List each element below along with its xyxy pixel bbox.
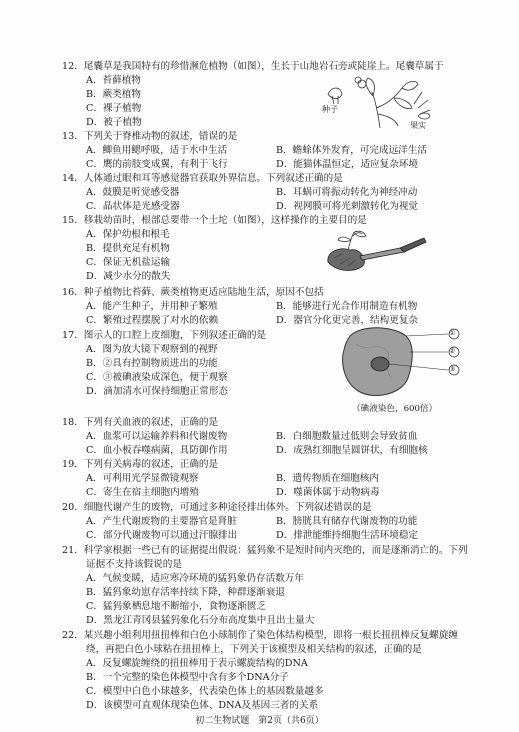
q22-option-d: D．该模型可直观体现染色体、DNA及基因三者的关系	[86, 700, 319, 711]
question-21-stem-line2: 证据不支持该假说的是	[86, 559, 182, 570]
q12-option-b: B．蕨类植物	[86, 89, 142, 100]
question-20-stem: 20．细胞代谢产生的废物，可通过多种途径排出体外。下列叙述错误的是	[62, 502, 372, 513]
q15-option-d: D．减少水分的散失	[86, 271, 171, 282]
q17-option-d: D．滴加清水可保持细胞正常形态	[86, 386, 229, 397]
question-19-stem: 19．下列有关病毒的叙述，正确的是	[62, 459, 219, 470]
q16-option-c: C．繁殖过程摆脱了对水的依赖	[86, 315, 219, 326]
cell-label-1: ①	[449, 329, 456, 337]
q18-option-b: B．白细胞数量过低则会导致贫血	[276, 431, 418, 442]
q20-option-d: D．排泄能维持细胞生活环境稳定	[276, 530, 419, 541]
q16-option-d: D．器官分化更完善，结构更复杂	[276, 315, 419, 326]
q18-option-d: D．成熟红细胞呈圆饼状，有细胞核	[276, 445, 428, 456]
q17-option-b: B．②具有控制物质进出的功能	[86, 358, 218, 369]
q19-option-a: A．可利用光学显微镜观察	[86, 473, 199, 484]
question-22-stem-line2: 绕，再把白色小球粘在扭扭棒上，下列关于该模型及相关结构的叙述，正确的是	[86, 644, 422, 655]
seedling-soil-figure	[320, 228, 430, 276]
question-21-stem: 21．科学家根据一些已有的证据提出假说：猛犸象不是短时间内灭绝的，而是逐渐消亡的。下列	[62, 545, 468, 556]
question-15-stem: 15．移栽幼苗时，根部总要带一个土坨（如图），这样操作的主要目的是	[62, 215, 367, 226]
question-16-stem: 16．种子植物比苔藓、蕨类植物更适应陆地生活，原因不包括	[62, 287, 324, 298]
question-13-stem: 13．下列关于脊椎动物的叙述，错误的是	[62, 131, 238, 142]
q13-option-a: A．鲫鱼用鳃呼吸，适于水中生活	[86, 145, 228, 156]
q19-option-d: D．噬菌体属于动物病毒	[276, 487, 380, 498]
q21-option-b: B．猛犸象幼崽存活率持续下降，种群逐渐衰退	[86, 587, 285, 598]
question-22-stem: 22．某兴趣小组利用扭扭棒和白色小球制作了染色体结构模型，即将一根长扭扭棒反复螺旋缠	[62, 630, 458, 641]
q21-option-d: D．黑龙江青冈县猛犸象化石分布高度集中且出土量大	[86, 615, 315, 626]
question-18-stem: 18．下列有关血液的叙述，正确的是	[62, 417, 219, 428]
q12-option-a: A．苔藓植物	[86, 75, 141, 86]
q14-option-c: C．晶状体是光感受器	[86, 201, 180, 212]
q13-option-c: C．鹰的前肢变成翼，有利于飞行	[86, 159, 228, 170]
q15-option-c: C．保证无机盐运输	[86, 257, 171, 268]
q16-option-b: B．能够进行光合作用制造有机物	[276, 301, 418, 312]
plant-figure	[318, 74, 448, 130]
fruit-label: 果实	[410, 121, 426, 130]
cell-label-2: ②	[449, 347, 456, 355]
q15-option-a: A．保护幼根和根毛	[86, 229, 170, 240]
q14-option-b: B．耳蜗可将振动转化为神经冲动	[276, 187, 418, 198]
q19-option-b: B．遗传物质在细胞核内	[276, 473, 379, 484]
q16-option-a: A．能产生种子，并用种子繁殖	[86, 301, 218, 312]
q13-option-d: D．能猫体温恒定，适应复杂环境	[276, 159, 419, 170]
q17-option-c: C．③被碘液染成深色，便于观察	[86, 372, 228, 383]
q18-option-c: C．血小板吞噬病菌，具防御作用	[86, 445, 228, 456]
q12-option-c: C．裸子植物	[86, 103, 142, 114]
q18-option-a: A．血浆可以运输养料和代谢废物	[86, 431, 228, 442]
q22-option-c: C．模型中白色小球越多，代表染色体上的基因数量越多	[86, 686, 324, 697]
question-12-stem: 12．尾囊草是我国特有的珍惜濒危植物（如图），生长于山地岩石旁或陡崖上。尾囊草属于	[62, 61, 444, 72]
q20-option-a: A．产生代谢废物的主要器官是肾脏	[86, 516, 237, 527]
q19-option-c: C．寄生在宿主细胞内增殖	[86, 487, 199, 498]
cell-figure-caption: （碘液染色，600倍）	[352, 404, 438, 414]
cell-label-3: ③	[449, 365, 456, 373]
question-17-stem: 17．图示人的口腔上皮细胞，下列叙述正确的是	[62, 330, 267, 341]
q14-option-d: D．视网膜可将光刺激转化为视觉	[276, 201, 419, 212]
q15-option-b: B．提供充足有机物	[86, 243, 170, 254]
q22-option-b: B．一个完整的染色体模型中含有多个DNA分子	[86, 672, 289, 683]
q14-option-a: A．鼓膜是听觉感受器	[86, 187, 180, 198]
q21-option-c: C．猛犸象栖息地不断缩小，食物逐渐匮乏	[86, 601, 267, 612]
q20-option-b: B．膀胱具有储存代谢废物的功能	[276, 516, 418, 527]
q13-option-b: B．蟾蜍体外发育，可完成远洋生活	[276, 145, 427, 156]
q22-option-a: A．反复螺旋缠绕的扭扭棒用于表示螺旋结构的DNA	[86, 658, 308, 669]
q17-option-a: A．图为放大镜下观察到的视野	[86, 344, 218, 355]
cheek-cell-figure	[336, 322, 476, 402]
q20-option-c: C．部分代谢废物可以通过汗腺排出	[86, 530, 238, 541]
page-footer: 初二生物试题 第2页（共6页）	[195, 716, 324, 726]
seed-label: 种子	[322, 105, 338, 114]
q21-option-a: A．气候变暖，适应寒冷环境的猛犸象仍存活数万年	[86, 573, 304, 584]
question-14-stem: 14．人体通过眼和耳等感觉器官获取外界信息。下列叙述正确的是	[62, 173, 343, 184]
q12-option-d: D．被子植物	[86, 117, 142, 128]
